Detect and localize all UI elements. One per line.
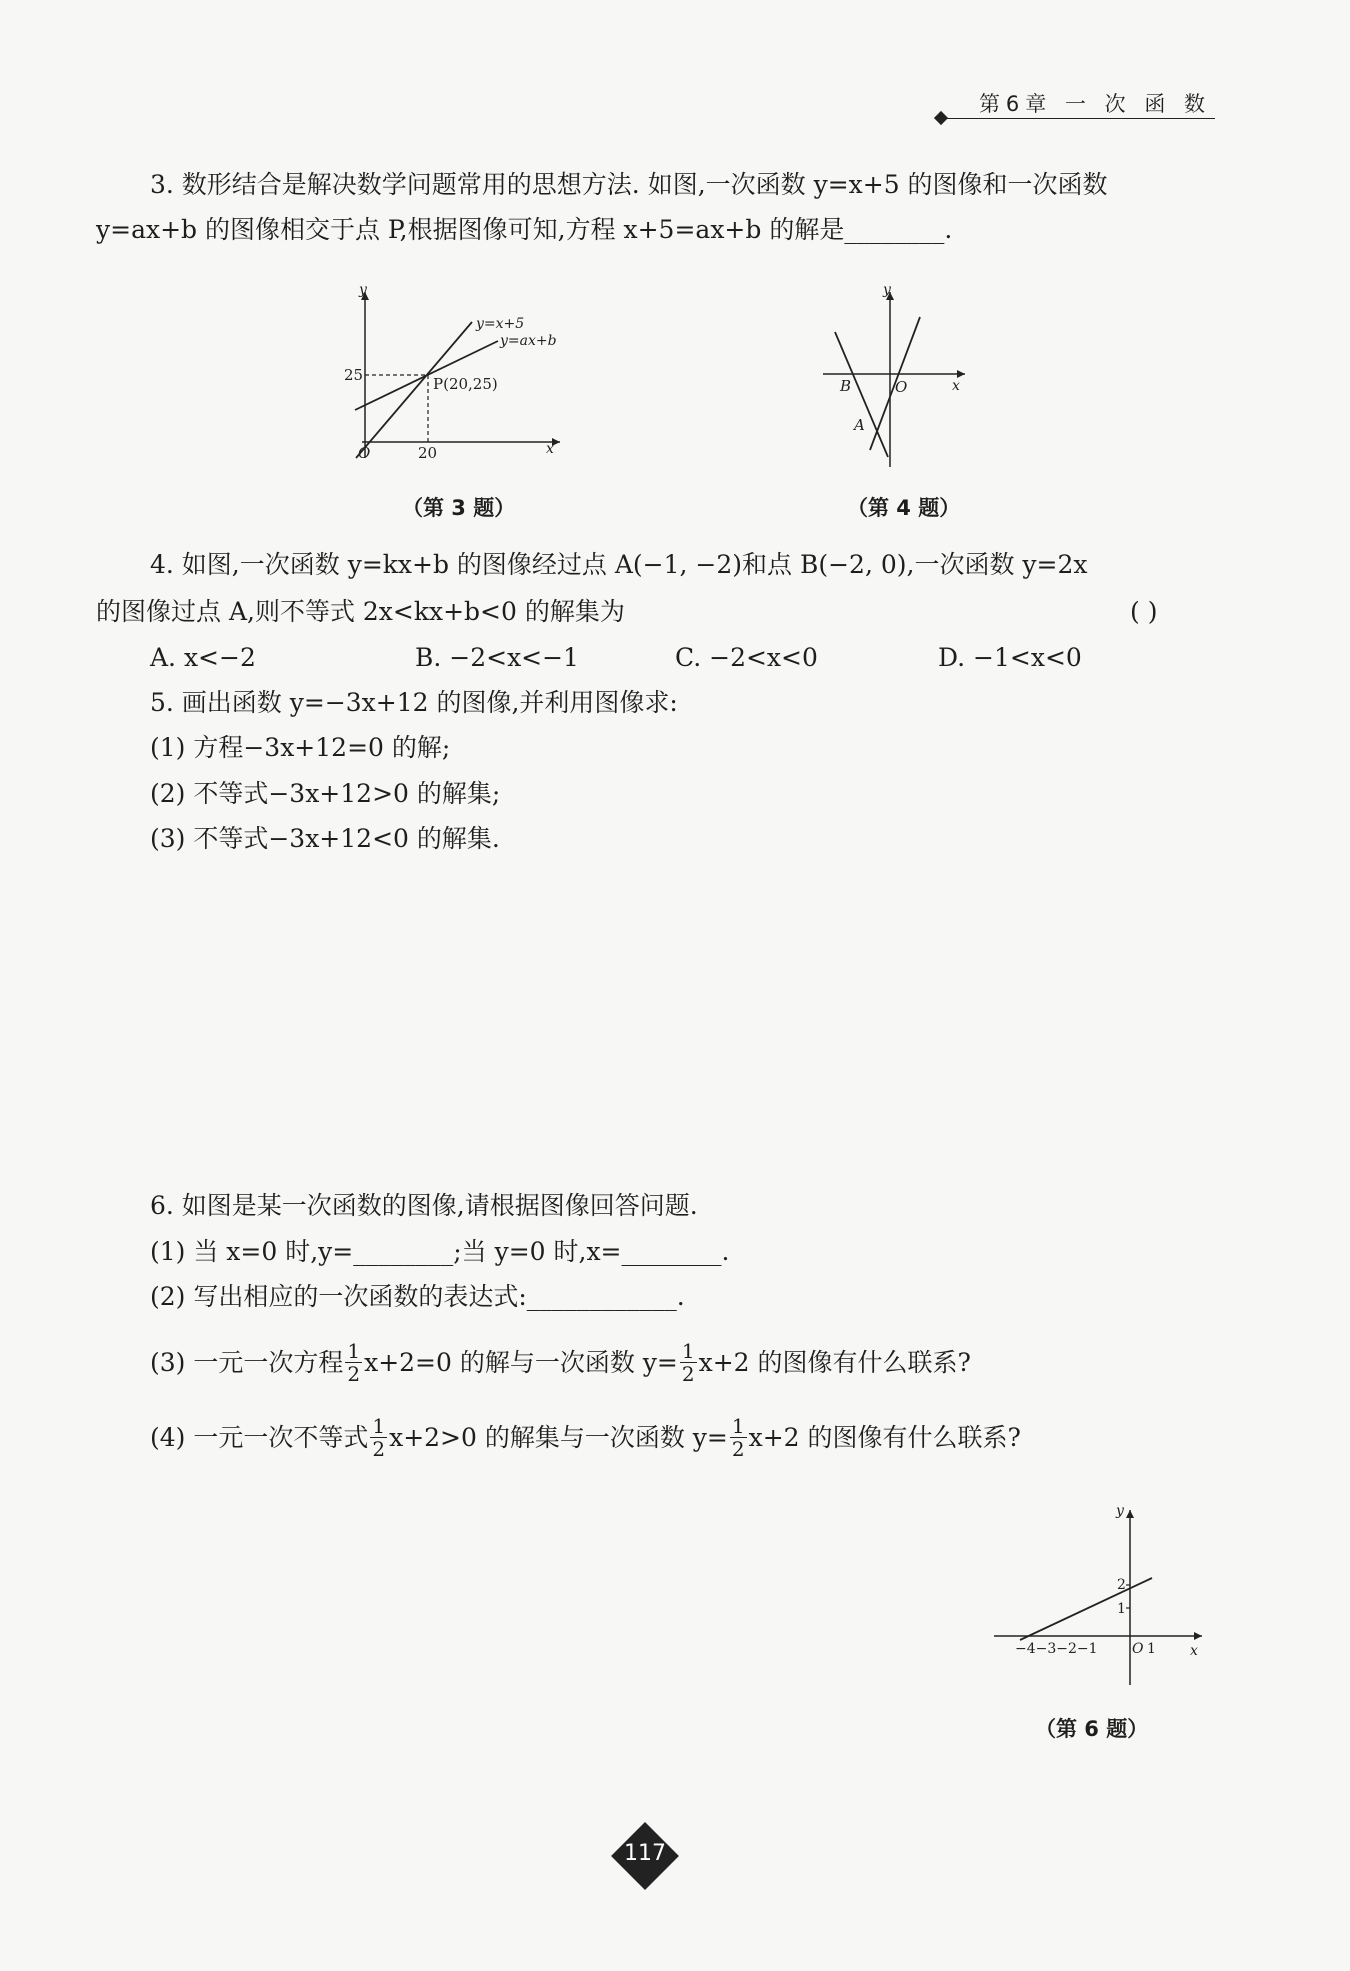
fig4-x-arrow-icon [957,370,965,378]
q6-part4-pre: (4) 一元一次不等式 [150,1422,369,1452]
fig3-tick-y: 25 [344,366,364,384]
q5-part3: (3) 不等式−3x+12<0 的解集. [150,824,500,853]
q4-answer-bracket: ( ) [1130,597,1158,626]
fraction-numerator: 1 [681,1339,695,1363]
q6-part4-mid: x+2>0 的解集与一次函数 y= [389,1422,728,1452]
q6-part1: (1) 当 x=0 时,y=________;当 y=0 时,x=________. [150,1237,730,1266]
fraction-denominator: 2 [731,1437,745,1461]
page-number: 117 [624,1841,666,1866]
fraction-numerator: 1 [372,1414,386,1438]
fraction-denominator: 2 [372,1437,386,1461]
fig3-point-p: P(20,25) [433,375,498,393]
q6-part4 [150,1415,1021,1460]
fig4-y-label: y [883,282,891,298]
fraction-denominator: 2 [347,1362,361,1386]
q6-part3-post: x+2 的图像有什么联系? [698,1347,971,1377]
fig3-origin: O [358,444,371,462]
fraction-numerator: 1 [347,1339,361,1363]
q6-part3-mid: x+2=0 的解与一次函数 y= [364,1347,678,1377]
q4-option-b: B. −2<x<−1 [415,643,579,672]
q4-option-a: A. x<−2 [150,643,256,672]
fig4-point-a: A [854,416,865,434]
fig6-y-label: y [1116,1503,1124,1519]
fig6-x-ticks: −4−3−2−1 [1015,1641,1098,1657]
fig6-x-tick-1: 1 [1147,1641,1156,1657]
fig3-y-label: y [359,282,367,298]
figure-4-graph [815,282,975,472]
page-number-badge [612,1823,678,1889]
fraction-numerator: 1 [731,1414,745,1438]
q5-title: 5. 画出函数 y=−3x+12 的图像,并利用图像求: [150,688,678,717]
figure-3-caption: （第 3 题） [402,496,516,520]
q6-part2: (2) 写出相应的一次函数的表达式:____________. [150,1282,685,1311]
q6-title: 6. 如图是某一次函数的图像,请根据图像回答问题. [150,1191,698,1220]
fig6-y-tick-1-label: 1 [1117,1601,1126,1617]
q4-line1: 4. 如图,一次函数 y=kx+b 的图像经过点 A(−1, −2)和点 B(−2, 0),一次函数 y=2x [150,550,1088,579]
fig6-origin: O [1132,1641,1144,1657]
q6-part3-fraction [345,1340,362,1385]
figure-6-caption: （第 6 题） [1035,1717,1149,1741]
q6-part4-post: x+2 的图像有什么联系? [748,1422,1021,1452]
fig3-tick-x: 20 [418,444,438,462]
fig3-x-label: x [546,441,554,457]
fig6-x-arrow-icon [1194,1632,1202,1640]
q5-part2: (2) 不等式−3x+12>0 的解集; [150,779,501,808]
q6-part3-fraction-2 [680,1340,697,1385]
chapter-title: 第6章 一 次 函 数 [978,92,1211,116]
figure-4-caption: （第 4 题） [847,496,961,520]
fig3-line1-label: y=x+5 [476,316,525,332]
fig6-y-arrow-icon [1126,1510,1134,1518]
fraction-denominator: 2 [681,1362,695,1386]
q6-part3 [150,1340,971,1385]
header-diamond-icon [934,111,948,125]
fig6-x-label: x [1190,1643,1198,1659]
figure-6-graph [990,1500,1210,1690]
fig6-y-tick-2-label: 2 [1117,1577,1126,1593]
fig4-x-label: x [952,378,960,394]
fig3-line2-label: y=ax+b [500,333,557,349]
chapter-header [940,88,1215,128]
header-rule [940,118,1215,119]
figure-3-graph [340,282,570,472]
q6-part4-fraction [370,1415,387,1460]
q3-line2: y=ax+b 的图像相交于点 P,根据图像可知,方程 x+5=ax+b 的解是________. [96,215,953,244]
fig4-origin: O [895,378,908,396]
fig6-function-line [1020,1578,1152,1640]
q4-line2: 的图像过点 A,则不等式 2x<kx+b<0 的解集为 [96,597,625,626]
q3-line1: 3. 数形结合是解决数学问题常用的思想方法. 如图,一次函数 y=x+5 的图像和一次函数 [150,170,1108,199]
q6-part3-pre: (3) 一元一次方程 [150,1347,344,1377]
fig4-point-b: B [840,377,852,395]
q5-part1: (1) 方程−3x+12=0 的解; [150,733,451,762]
q4-option-c: C. −2<x<0 [675,643,818,672]
q6-part4-fraction-2 [730,1415,747,1460]
q4-option-d: D. −1<x<0 [938,643,1082,672]
